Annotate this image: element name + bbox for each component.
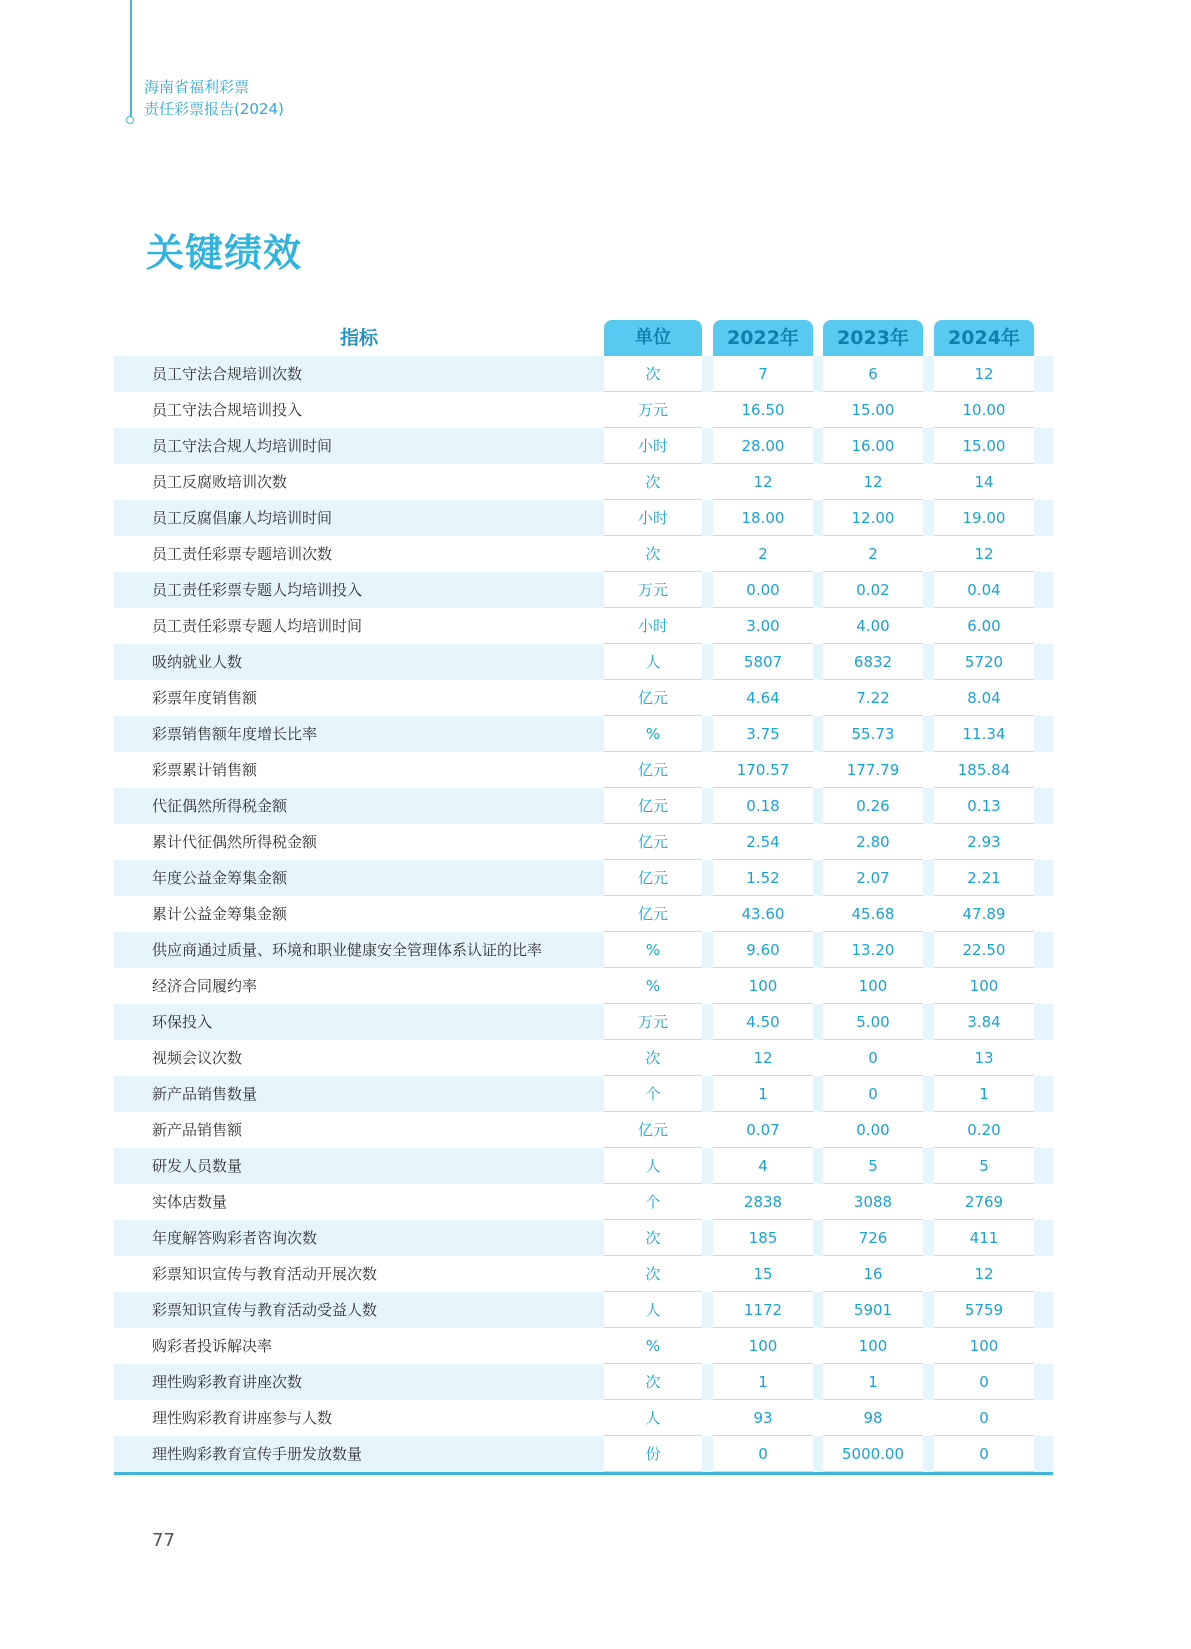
unit-cell: 次 <box>604 1364 702 1400</box>
header-accent-line <box>130 0 132 118</box>
value-2023-cell: 98 <box>823 1400 923 1436</box>
indicator-cell: 员工反腐败培训次数 <box>152 473 288 491</box>
unit-cell: 人 <box>604 1292 702 1328</box>
value-2024-cell: 10.00 <box>934 392 1034 428</box>
value-2024-cell: 3.84 <box>934 1004 1034 1040</box>
table-row <box>114 1364 1053 1400</box>
value-2024-cell: 22.50 <box>934 932 1034 968</box>
indicator-cell: 供应商通过质量、环境和职业健康安全管理体系认证的比率 <box>152 941 543 959</box>
value-2022-cell: 2 <box>713 536 813 572</box>
value-2024-cell: 100 <box>934 1328 1034 1364</box>
value-2024-cell: 5759 <box>934 1292 1034 1328</box>
header-unit: 单位 <box>604 320 702 356</box>
value-2023-cell: 55.73 <box>823 716 923 752</box>
value-2023-cell: 0.02 <box>823 572 923 608</box>
table-row <box>114 500 1053 536</box>
unit-cell: 亿元 <box>604 752 702 788</box>
unit-cell: 亿元 <box>604 824 702 860</box>
indicator-cell: 新产品销售数量 <box>152 1085 258 1103</box>
indicator-cell: 员工责任彩票专题人均培训投入 <box>152 581 363 599</box>
table-body <box>114 356 1053 1472</box>
table-row <box>114 608 1053 644</box>
value-2023-cell: 2.07 <box>823 860 923 896</box>
table-row <box>114 1400 1053 1436</box>
value-2024-cell: 5720 <box>934 644 1034 680</box>
value-2024-cell: 13 <box>934 1040 1034 1076</box>
table-row <box>114 1292 1053 1328</box>
table-row <box>114 752 1053 788</box>
value-2023-cell: 2.80 <box>823 824 923 860</box>
header-2022: 2022年 <box>713 320 813 356</box>
value-2024-cell: 2769 <box>934 1184 1034 1220</box>
indicator-cell: 彩票销售额年度增长比率 <box>152 725 318 743</box>
unit-cell: 份 <box>604 1436 702 1472</box>
table-row <box>114 896 1053 932</box>
indicator-cell: 吸纳就业人数 <box>152 653 243 671</box>
indicator-cell: 员工责任彩票专题人均培训时间 <box>152 617 363 635</box>
table-row <box>114 356 1053 392</box>
unit-cell: 亿元 <box>604 788 702 824</box>
value-2023-cell: 0 <box>823 1040 923 1076</box>
unit-cell: 次 <box>604 1256 702 1292</box>
unit-cell: 万元 <box>604 1004 702 1040</box>
indicator-cell: 年度解答购彩者咨询次数 <box>152 1229 318 1247</box>
unit-cell: 次 <box>604 1220 702 1256</box>
unit-cell: 小时 <box>604 608 702 644</box>
value-2022-cell: 7 <box>713 356 813 392</box>
value-2022-cell: 93 <box>713 1400 813 1436</box>
indicator-cell: 员工守法合规培训投入 <box>152 401 303 419</box>
value-2022-cell: 170.57 <box>713 752 813 788</box>
table-row <box>114 644 1053 680</box>
value-2022-cell: 1.52 <box>713 860 813 896</box>
unit-cell: 次 <box>604 356 702 392</box>
value-2024-cell: 8.04 <box>934 680 1034 716</box>
value-2022-cell: 1 <box>713 1076 813 1112</box>
value-2022-cell: 28.00 <box>713 428 813 464</box>
value-2023-cell: 2 <box>823 536 923 572</box>
table-row <box>114 716 1053 752</box>
value-2023-cell: 5 <box>823 1148 923 1184</box>
value-2023-cell: 15.00 <box>823 392 923 428</box>
header-accent-dot <box>126 116 134 124</box>
value-2022-cell: 5807 <box>713 644 813 680</box>
unit-cell: 亿元 <box>604 680 702 716</box>
value-2022-cell: 0.00 <box>713 572 813 608</box>
table-row <box>114 536 1053 572</box>
table-row <box>114 824 1053 860</box>
value-2023-cell: 1 <box>823 1364 923 1400</box>
value-2022-cell: 4.64 <box>713 680 813 716</box>
value-2023-cell: 177.79 <box>823 752 923 788</box>
value-2022-cell: 16.50 <box>713 392 813 428</box>
indicator-cell: 员工反腐倡廉人均培训时间 <box>152 509 333 527</box>
value-2024-cell: 11.34 <box>934 716 1034 752</box>
value-2024-cell: 19.00 <box>934 500 1034 536</box>
value-2022-cell: 2.54 <box>713 824 813 860</box>
value-2023-cell: 6832 <box>823 644 923 680</box>
unit-cell: 次 <box>604 464 702 500</box>
table-header <box>114 320 1053 356</box>
table-row <box>114 1112 1053 1148</box>
table-row <box>114 932 1053 968</box>
indicator-cell: 理性购彩教育宣传手册发放数量 <box>152 1445 363 1463</box>
unit-cell: 个 <box>604 1184 702 1220</box>
page-title: 关键绩效 <box>146 231 303 275</box>
unit-cell: 人 <box>604 644 702 680</box>
unit-cell: 人 <box>604 1148 702 1184</box>
value-2023-cell: 5000.00 <box>823 1436 923 1472</box>
unit-cell: % <box>604 716 702 752</box>
value-2024-cell: 5 <box>934 1148 1034 1184</box>
table-row <box>114 788 1053 824</box>
value-2023-cell: 0 <box>823 1076 923 1112</box>
value-2024-cell: 2.21 <box>934 860 1034 896</box>
value-2024-cell: 47.89 <box>934 896 1034 932</box>
header-2024: 2024年 <box>934 320 1034 356</box>
indicator-cell: 理性购彩教育讲座参与人数 <box>152 1409 333 1427</box>
value-2022-cell: 1 <box>713 1364 813 1400</box>
value-2023-cell: 726 <box>823 1220 923 1256</box>
table-row <box>114 968 1053 1004</box>
indicator-cell: 累计代征偶然所得税金额 <box>152 833 318 851</box>
value-2023-cell: 3088 <box>823 1184 923 1220</box>
value-2022-cell: 4.50 <box>713 1004 813 1040</box>
value-2022-cell: 185 <box>713 1220 813 1256</box>
indicator-cell: 彩票累计销售额 <box>152 761 258 779</box>
table-row <box>114 860 1053 896</box>
unit-cell: % <box>604 968 702 1004</box>
table-row <box>114 680 1053 716</box>
key-performance-table <box>114 320 1053 1475</box>
value-2023-cell: 5901 <box>823 1292 923 1328</box>
value-2024-cell: 12 <box>934 536 1034 572</box>
unit-cell: 万元 <box>604 392 702 428</box>
value-2023-cell: 7.22 <box>823 680 923 716</box>
value-2023-cell: 6 <box>823 356 923 392</box>
value-2022-cell: 3.00 <box>713 608 813 644</box>
value-2022-cell: 12 <box>713 464 813 500</box>
value-2024-cell: 12 <box>934 356 1034 392</box>
indicator-cell: 彩票知识宣传与教育活动受益人数 <box>152 1301 378 1319</box>
value-2023-cell: 12 <box>823 464 923 500</box>
value-2022-cell: 43.60 <box>713 896 813 932</box>
table-row <box>114 1040 1053 1076</box>
value-2022-cell: 0.07 <box>713 1112 813 1148</box>
unit-cell: 次 <box>604 1040 702 1076</box>
value-2024-cell: 0.20 <box>934 1112 1034 1148</box>
value-2023-cell: 0.26 <box>823 788 923 824</box>
indicator-cell: 研发人员数量 <box>152 1157 243 1175</box>
table-row <box>114 392 1053 428</box>
value-2023-cell: 5.00 <box>823 1004 923 1040</box>
table-row <box>114 428 1053 464</box>
table-row <box>114 1004 1053 1040</box>
table-row <box>114 572 1053 608</box>
header-indicator: 指标 <box>339 327 378 349</box>
unit-cell: % <box>604 932 702 968</box>
value-2024-cell: 0 <box>934 1400 1034 1436</box>
value-2022-cell: 15 <box>713 1256 813 1292</box>
indicator-cell: 新产品销售额 <box>152 1121 243 1139</box>
table-row <box>114 1148 1053 1184</box>
table-row <box>114 1436 1053 1472</box>
unit-cell: 次 <box>604 536 702 572</box>
indicator-cell: 视频会议次数 <box>152 1049 243 1067</box>
value-2023-cell: 16 <box>823 1256 923 1292</box>
value-2022-cell: 100 <box>713 968 813 1004</box>
value-2024-cell: 0.04 <box>934 572 1034 608</box>
indicator-cell: 实体店数量 <box>152 1193 228 1211</box>
report-header <box>144 76 284 120</box>
value-2022-cell: 100 <box>713 1328 813 1364</box>
value-2023-cell: 100 <box>823 968 923 1004</box>
unit-cell: 亿元 <box>604 896 702 932</box>
indicator-cell: 累计公益金筹集金额 <box>152 905 288 923</box>
header-2023: 2023年 <box>823 320 923 356</box>
value-2024-cell: 0 <box>934 1364 1034 1400</box>
table-bottom-rule <box>114 1472 1053 1475</box>
indicator-cell: 彩票知识宣传与教育活动开展次数 <box>152 1265 378 1283</box>
table-row <box>114 464 1053 500</box>
page-number: 77 <box>152 1530 175 1551</box>
unit-cell: 个 <box>604 1076 702 1112</box>
indicator-cell: 彩票年度销售额 <box>152 689 258 707</box>
value-2024-cell: 185.84 <box>934 752 1034 788</box>
value-2024-cell: 6.00 <box>934 608 1034 644</box>
value-2024-cell: 12 <box>934 1256 1034 1292</box>
unit-cell: 亿元 <box>604 1112 702 1148</box>
unit-cell: 亿元 <box>604 860 702 896</box>
value-2022-cell: 12 <box>713 1040 813 1076</box>
value-2022-cell: 4 <box>713 1148 813 1184</box>
value-2022-cell: 1172 <box>713 1292 813 1328</box>
table-row <box>114 1256 1053 1292</box>
header-org: 海南省福利彩票 <box>144 78 250 96</box>
value-2022-cell: 2838 <box>713 1184 813 1220</box>
table-row <box>114 1184 1053 1220</box>
value-2022-cell: 9.60 <box>713 932 813 968</box>
unit-cell: 万元 <box>604 572 702 608</box>
value-2023-cell: 16.00 <box>823 428 923 464</box>
table-row <box>114 1220 1053 1256</box>
indicator-cell: 员工守法合规人均培训时间 <box>152 437 333 455</box>
indicator-cell: 经济合同履约率 <box>152 977 258 995</box>
value-2024-cell: 1 <box>934 1076 1034 1112</box>
value-2024-cell: 0.13 <box>934 788 1034 824</box>
indicator-cell: 代征偶然所得税金额 <box>152 797 288 815</box>
value-2024-cell: 411 <box>934 1220 1034 1256</box>
value-2024-cell: 15.00 <box>934 428 1034 464</box>
indicator-cell: 员工责任彩票专题培训次数 <box>152 545 333 563</box>
value-2024-cell: 2.93 <box>934 824 1034 860</box>
indicator-cell: 环保投入 <box>152 1013 213 1031</box>
value-2024-cell: 100 <box>934 968 1034 1004</box>
value-2023-cell: 0.00 <box>823 1112 923 1148</box>
value-2023-cell: 100 <box>823 1328 923 1364</box>
unit-cell: % <box>604 1328 702 1364</box>
indicator-cell: 员工守法合规培训次数 <box>152 365 303 383</box>
table-row <box>114 1076 1053 1112</box>
value-2022-cell: 0 <box>713 1436 813 1472</box>
value-2024-cell: 0 <box>934 1436 1034 1472</box>
table-row <box>114 1328 1053 1364</box>
value-2022-cell: 0.18 <box>713 788 813 824</box>
value-2022-cell: 18.00 <box>713 500 813 536</box>
indicator-cell: 理性购彩教育讲座次数 <box>152 1373 303 1391</box>
value-2022-cell: 3.75 <box>713 716 813 752</box>
value-2024-cell: 14 <box>934 464 1034 500</box>
header-report-title: 责任彩票报告(2024) <box>144 100 284 118</box>
indicator-cell: 年度公益金筹集金额 <box>152 869 288 887</box>
value-2023-cell: 13.20 <box>823 932 923 968</box>
value-2023-cell: 4.00 <box>823 608 923 644</box>
unit-cell: 小时 <box>604 500 702 536</box>
unit-cell: 小时 <box>604 428 702 464</box>
indicator-cell: 购彩者投诉解决率 <box>152 1337 273 1355</box>
unit-cell: 人 <box>604 1400 702 1436</box>
value-2023-cell: 12.00 <box>823 500 923 536</box>
value-2023-cell: 45.68 <box>823 896 923 932</box>
